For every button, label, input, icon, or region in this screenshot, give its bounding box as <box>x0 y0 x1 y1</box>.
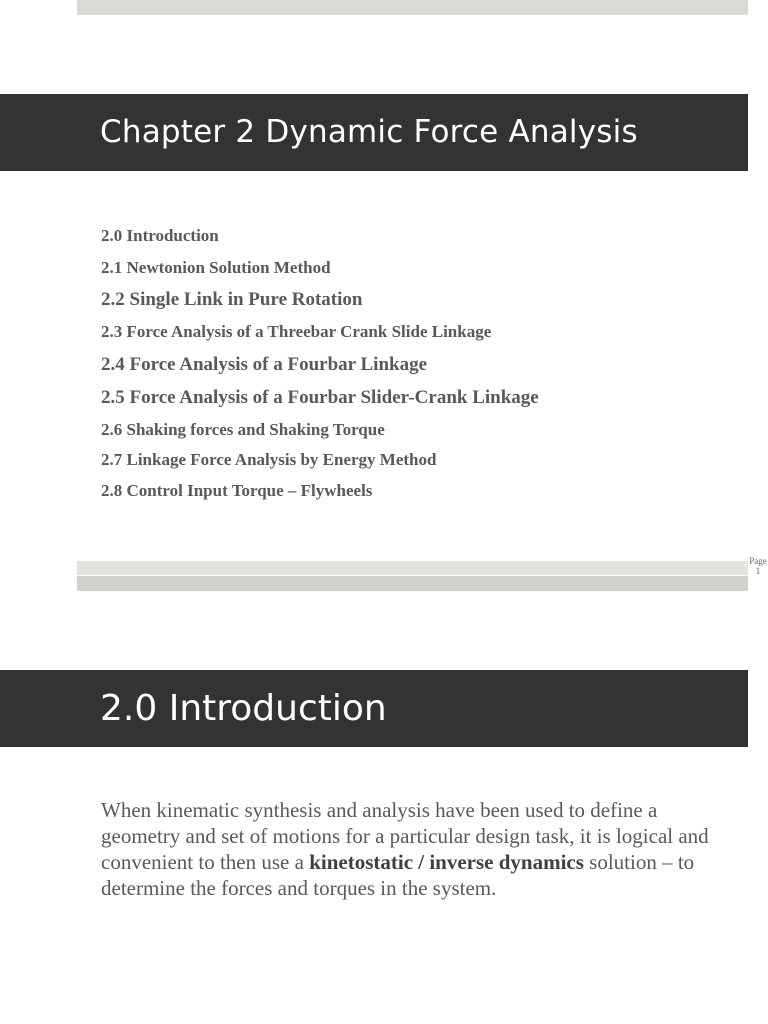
intro-text-end: solution – to determine the forces and torques in the system. <box>101 850 695 900</box>
toc-item-2-4[interactable]: 2.4 Force Analysis of a Fourbar Linkage <box>101 354 428 375</box>
toc-item-2-5[interactable]: 2.5 Force Analysis of a Fourbar Slider-Crank Linkage <box>101 387 539 408</box>
toc-item-2-0[interactable]: 2.0 Introduction <box>101 226 219 245</box>
toc-item-2-3[interactable]: 2.3 Force Analysis of a Threebar Crank Slide Linkage <box>101 322 492 341</box>
toc-item-2-8[interactable]: 2.8 Control Input Torque – Flywheels <box>101 481 373 500</box>
section-title: 2.0 Introduction <box>0 670 748 747</box>
toc-item-2-1[interactable]: 2.1 Newtonion Solution Method <box>101 258 331 277</box>
toc-item-2-2[interactable]: 2.2 Single Link in Pure Rotation <box>101 289 363 310</box>
toc-item-2-6[interactable]: 2.6 Shaking forces and Shaking Torque <box>101 420 385 439</box>
toc-item-2-7[interactable]: 2.7 Linkage Force Analysis by Energy Method <box>101 450 437 469</box>
footer-bar-upper <box>77 561 748 575</box>
page-label: Page <box>749 556 767 566</box>
intro-paragraph <box>101 797 731 901</box>
intro-text-bold: kinetostatic / inverse dynamics <box>309 850 584 874</box>
page-number <box>748 556 768 576</box>
chapter-title: Chapter 2 Dynamic Force Analysis <box>0 94 748 171</box>
intro-text-start: When kinematic synthesis and analysis have been used to define a geometry and set of motions for a particular design task, it is logical and convenient to then use a <box>101 798 709 874</box>
page-number-value: 1 <box>755 566 761 576</box>
slide-footer-bars <box>77 561 748 591</box>
footer-bar-lower <box>77 576 748 591</box>
top-decorative-bar <box>77 0 748 15</box>
